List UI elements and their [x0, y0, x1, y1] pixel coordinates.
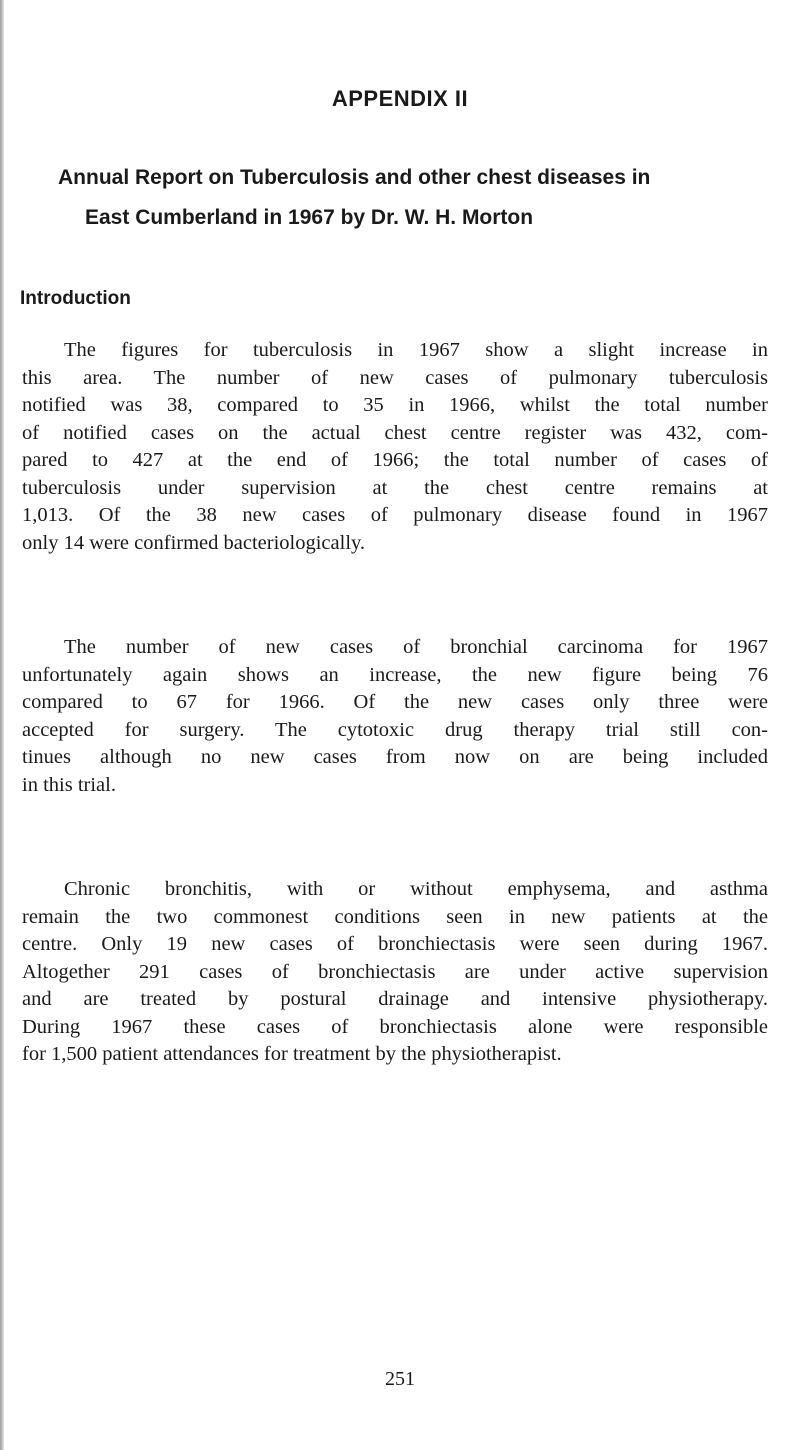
scanned-page-edge [0, 0, 4, 1450]
paragraph-line: centre. Only 19 new cases of bronchiectasis were seen during 1967. [22, 933, 768, 955]
report-title-line-2: East Cumberland in 1967 by Dr. W. H. Morton [85, 206, 534, 229]
paragraph-line: unfortunately again shows an increase, the new figure being 76 [22, 663, 768, 686]
paragraph-line: During 1967 these cases of bronchiectasis alone were responsible [22, 1015, 768, 1038]
paragraph-tuberculosis [22, 337, 768, 557]
paragraph-line: Chronic bronchitis, with or without emphysema, and asthma [64, 878, 768, 900]
section-heading-introduction: Introduction [20, 288, 131, 309]
paragraph-line: in this trial. [22, 773, 116, 796]
paragraph-line: notified was 38, compared to 35 in 1966, whilst the total number [22, 394, 768, 416]
paragraph-line: this area. The number of new cases of pulmonary tuberculosis [22, 366, 768, 389]
paragraph-line: for 1,500 patient attendances for treatment by the physiotherapist. [22, 1043, 562, 1065]
page-number: 251 [385, 1368, 415, 1390]
paragraph-line: accepted for surgery. The cytotoxic drug therapy trial still con- [22, 718, 768, 741]
paragraph-line: only 14 were confirmed bacteriologically. [22, 531, 366, 554]
paragraph-line: and are treated by postural drainage and intensive physiotherapy. [22, 988, 768, 1010]
report-title-line-1: Annual Report on Tuberculosis and other chest diseases in [58, 166, 651, 189]
paragraph-line: remain the two commonest conditions seen in new patients at the [22, 905, 768, 928]
paragraph-line: compared to 67 for 1966. Of the new cases only three were [22, 691, 768, 713]
paragraph-chronic-bronchitis [22, 876, 768, 1069]
appendix-title: APPENDIX II [331, 86, 469, 111]
paragraph-line: 1,013. Of the 38 new cases of pulmonary disease found in 1967 [22, 504, 768, 526]
paragraph-line: tinues although no new cases from now on are being included [22, 746, 768, 768]
paragraph-line: Altogether 291 cases of bronchiectasis are under active supervision [22, 960, 768, 983]
paragraph-line: of notified cases on the actual chest centre register was 432, com- [22, 421, 768, 444]
paragraph-line: pared to 427 at the end of 1966; the total number of cases of [22, 449, 768, 471]
paragraph-line: The number of new cases of bronchial carcinoma for 1967 [64, 636, 768, 658]
paragraph-line: tuberculosis under supervision at the chest centre remains at [22, 476, 768, 499]
paragraph-line: The figures for tuberculosis in 1967 show a slight increase in [64, 339, 768, 361]
paragraph-bronchial-carcinoma [22, 634, 768, 799]
